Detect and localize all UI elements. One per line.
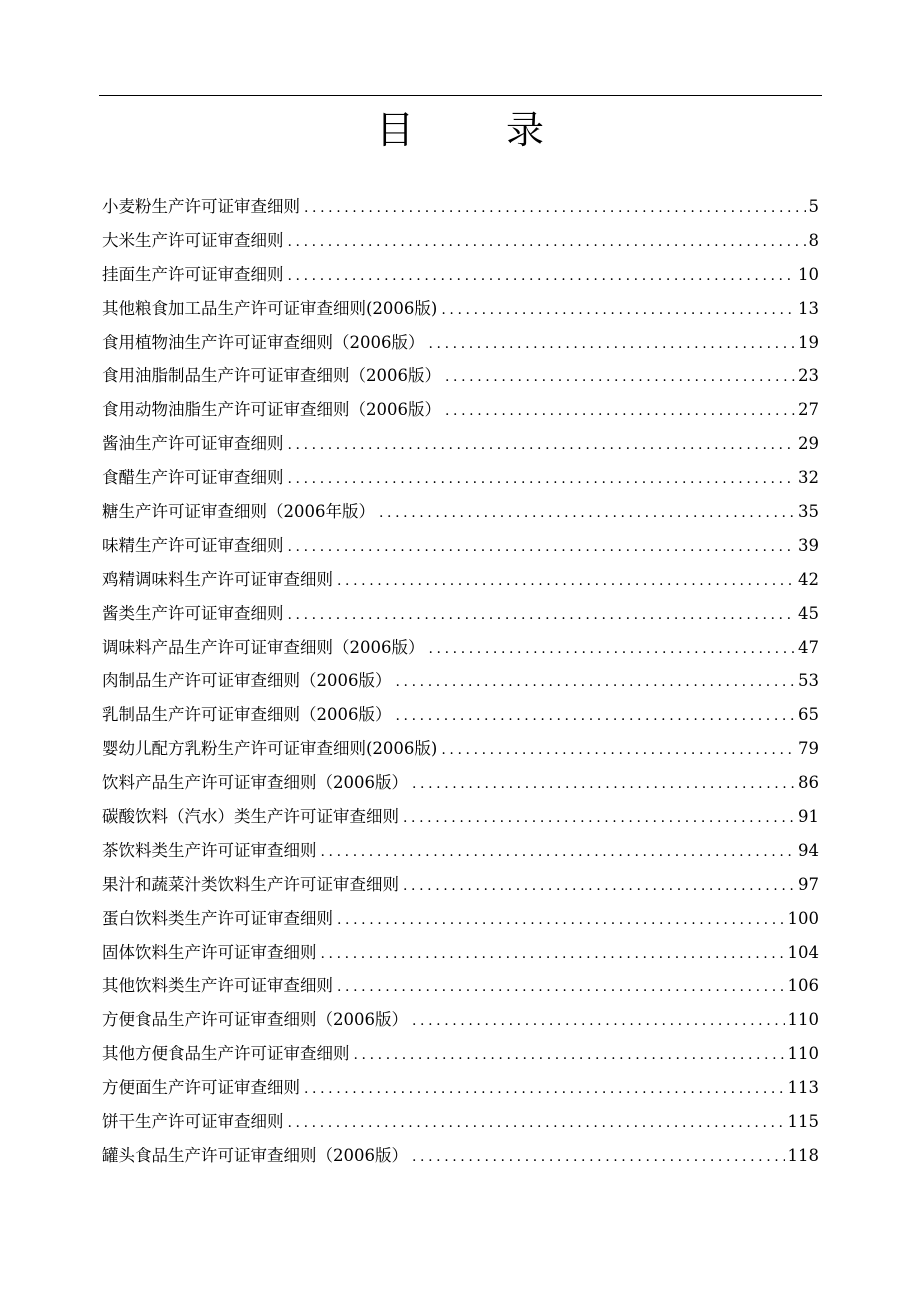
toc-entry-title: 酱油生产许可证审查细则 <box>102 434 284 454</box>
toc-dot-leader <box>445 361 795 395</box>
toc-entry[interactable] <box>102 359 819 393</box>
toc-entry[interactable] <box>102 495 819 529</box>
toc-entry-title: 饮料产品生产许可证审查细则（2006版） <box>102 773 408 793</box>
toc-entry-page-number: 113 <box>787 1078 819 1098</box>
toc-dot-leader <box>321 938 785 972</box>
toc-entry-title: 茶饮料类生产许可证审查细则 <box>102 840 317 860</box>
toc-entry[interactable] <box>102 393 819 427</box>
toc-entry[interactable] <box>102 800 819 834</box>
toc-entry-page-number: 8 <box>808 230 819 250</box>
toc-entry[interactable] <box>102 1071 819 1105</box>
toc-entry[interactable] <box>102 766 819 800</box>
toc-entry-page-number: 5 <box>808 197 819 216</box>
toc-dot-leader <box>288 531 796 565</box>
toc-entry-title: 罐头食品生产许可证审查细则（2006版） <box>102 1145 408 1165</box>
toc-entry-title: 固体饮料生产许可证审查细则 <box>102 942 317 962</box>
toc-entry-page-number: 35 <box>798 502 819 522</box>
toc-entry-title: 其他粮食加工品生产许可证审查细则(2006版) <box>102 298 438 318</box>
toc-dot-leader <box>403 802 795 836</box>
toc-entry-title: 酱类生产许可证审查细则 <box>102 603 284 623</box>
toc-entry[interactable] <box>102 732 819 766</box>
toc-entry-page-number: 110 <box>787 1010 819 1030</box>
toc-entry-page-number: 104 <box>787 942 819 962</box>
header-rule <box>99 95 822 96</box>
toc-dot-leader <box>288 1107 785 1141</box>
toc-entry-title: 食用动物油脂生产许可证审查细则（2006版） <box>102 400 441 420</box>
toc-entry-page-number: 91 <box>798 807 819 827</box>
toc-entry-page-number: 42 <box>798 569 819 589</box>
toc-dot-leader <box>412 768 795 802</box>
toc-entry[interactable] <box>102 258 819 292</box>
toc-entry-page-number: 45 <box>798 603 819 623</box>
toc-dot-leader <box>288 226 806 260</box>
toc-entry[interactable] <box>102 1139 819 1173</box>
toc-entry[interactable] <box>102 936 819 970</box>
toc-entry-title: 调味料产品生产许可证审查细则（2006版） <box>102 637 425 657</box>
toc-dot-leader <box>288 260 796 294</box>
toc-dot-leader <box>288 463 796 497</box>
table-of-contents <box>102 190 819 1173</box>
toc-entry-page-number: 53 <box>798 671 819 691</box>
toc-dot-leader <box>337 971 785 1005</box>
toc-entry[interactable] <box>102 224 819 258</box>
toc-entry-title: 鸡精调味料生产许可证审查细则 <box>102 569 333 589</box>
toc-entry-title: 食醋生产许可证审查细则 <box>102 468 284 488</box>
toc-entry-page-number: 86 <box>798 773 819 793</box>
toc-entry[interactable] <box>102 529 819 563</box>
toc-dot-leader <box>288 429 796 463</box>
toc-dot-leader <box>429 633 796 667</box>
toc-dot-leader <box>379 497 795 531</box>
toc-entry-page-number: 23 <box>798 366 819 386</box>
toc-entry-page-number: 27 <box>798 400 819 420</box>
toc-entry-page-number: 32 <box>798 468 819 488</box>
toc-entry[interactable] <box>102 597 819 631</box>
toc-entry-title: 乳制品生产许可证审查细则（2006版） <box>102 705 392 725</box>
toc-entry[interactable] <box>102 834 819 868</box>
toc-dot-leader <box>337 904 785 938</box>
toc-entry-page-number: 13 <box>798 298 819 318</box>
toc-entry-page-number: 47 <box>798 637 819 657</box>
toc-dot-leader <box>337 565 795 599</box>
toc-entry[interactable] <box>102 461 819 495</box>
toc-dot-leader <box>396 700 796 734</box>
toc-entry[interactable] <box>102 664 819 698</box>
toc-entry-page-number: 65 <box>798 705 819 725</box>
toc-dot-leader <box>321 836 796 870</box>
toc-entry-title: 其他方便食品生产许可证审查细则 <box>102 1044 350 1064</box>
toc-dot-leader <box>304 1073 785 1107</box>
toc-entry-page-number: 79 <box>798 739 819 759</box>
toc-entry[interactable] <box>102 902 819 936</box>
toc-dot-leader <box>441 734 795 768</box>
toc-entry-page-number: 118 <box>787 1145 819 1165</box>
toc-entry[interactable] <box>102 1105 819 1139</box>
toc-dot-leader <box>445 395 795 429</box>
toc-dot-leader <box>288 599 796 633</box>
toc-entry-title: 挂面生产许可证审查细则 <box>102 264 284 284</box>
toc-entry[interactable] <box>102 969 819 1003</box>
toc-entry-title: 方便食品生产许可证审查细则（2006版） <box>102 1010 408 1030</box>
toc-entry-page-number: 115 <box>787 1112 819 1132</box>
toc-entry-page-number: 100 <box>787 908 819 928</box>
toc-entry-title: 方便面生产许可证审查细则 <box>102 1078 300 1098</box>
toc-entry-title: 其他饮料类生产许可证审查细则 <box>102 976 333 996</box>
toc-entry-title: 大米生产许可证审查细则 <box>102 230 284 250</box>
toc-entry-title: 果汁和蔬菜汁类饮料生产许可证审查细则 <box>102 874 399 894</box>
toc-dot-leader <box>412 1141 785 1175</box>
toc-entry-title: 糖生产许可证审查细则（2006年版） <box>102 502 375 522</box>
toc-entry-page-number: 39 <box>798 535 819 555</box>
toc-entry-page-number: 97 <box>798 874 819 894</box>
toc-entry-page-number: 106 <box>787 976 819 996</box>
toc-entry[interactable] <box>102 326 819 360</box>
toc-entry-page-number: 94 <box>798 840 819 860</box>
toc-dot-leader <box>403 870 795 904</box>
toc-entry-title: 蛋白饮料类生产许可证审查细则 <box>102 908 333 928</box>
toc-dot-leader <box>304 192 806 226</box>
toc-entry-title: 味精生产许可证审查细则 <box>102 535 284 555</box>
toc-entry-page-number: 19 <box>798 332 819 352</box>
toc-entry-title: 小麦粉生产许可证审查细则 <box>102 197 300 216</box>
toc-entry-title: 食用油脂制品生产许可证审查细则（2006版） <box>102 366 441 386</box>
toc-entry-title: 饼干生产许可证审查细则 <box>102 1112 284 1132</box>
toc-entry[interactable] <box>102 1037 819 1071</box>
toc-entry-title: 食用植物油生产许可证审查细则（2006版） <box>102 332 425 352</box>
toc-entry-page-number: 29 <box>798 434 819 454</box>
page-title: 目 录 <box>375 108 585 152</box>
toc-entry[interactable] <box>102 563 819 597</box>
toc-dot-leader <box>396 666 796 700</box>
toc-entry-title: 婴幼儿配方乳粉生产许可证审查细则(2006版) <box>102 739 438 759</box>
toc-entry-title: 肉制品生产许可证审查细则（2006版） <box>102 671 392 691</box>
toc-dot-leader <box>354 1039 785 1073</box>
toc-entry[interactable] <box>102 292 819 326</box>
toc-entry-page-number: 110 <box>787 1044 819 1064</box>
toc-dot-leader <box>429 328 796 362</box>
toc-entry[interactable] <box>102 631 819 665</box>
toc-entry[interactable] <box>102 427 819 461</box>
toc-entry[interactable] <box>102 190 819 224</box>
toc-dot-leader <box>412 1005 785 1039</box>
toc-entry-page-number: 10 <box>798 264 819 284</box>
toc-dot-leader <box>441 294 795 328</box>
toc-entry[interactable] <box>102 868 819 902</box>
toc-entry[interactable] <box>102 1003 819 1037</box>
toc-entry-title: 碳酸饮料（汽水）类生产许可证审查细则 <box>102 807 399 827</box>
toc-entry[interactable] <box>102 698 819 732</box>
